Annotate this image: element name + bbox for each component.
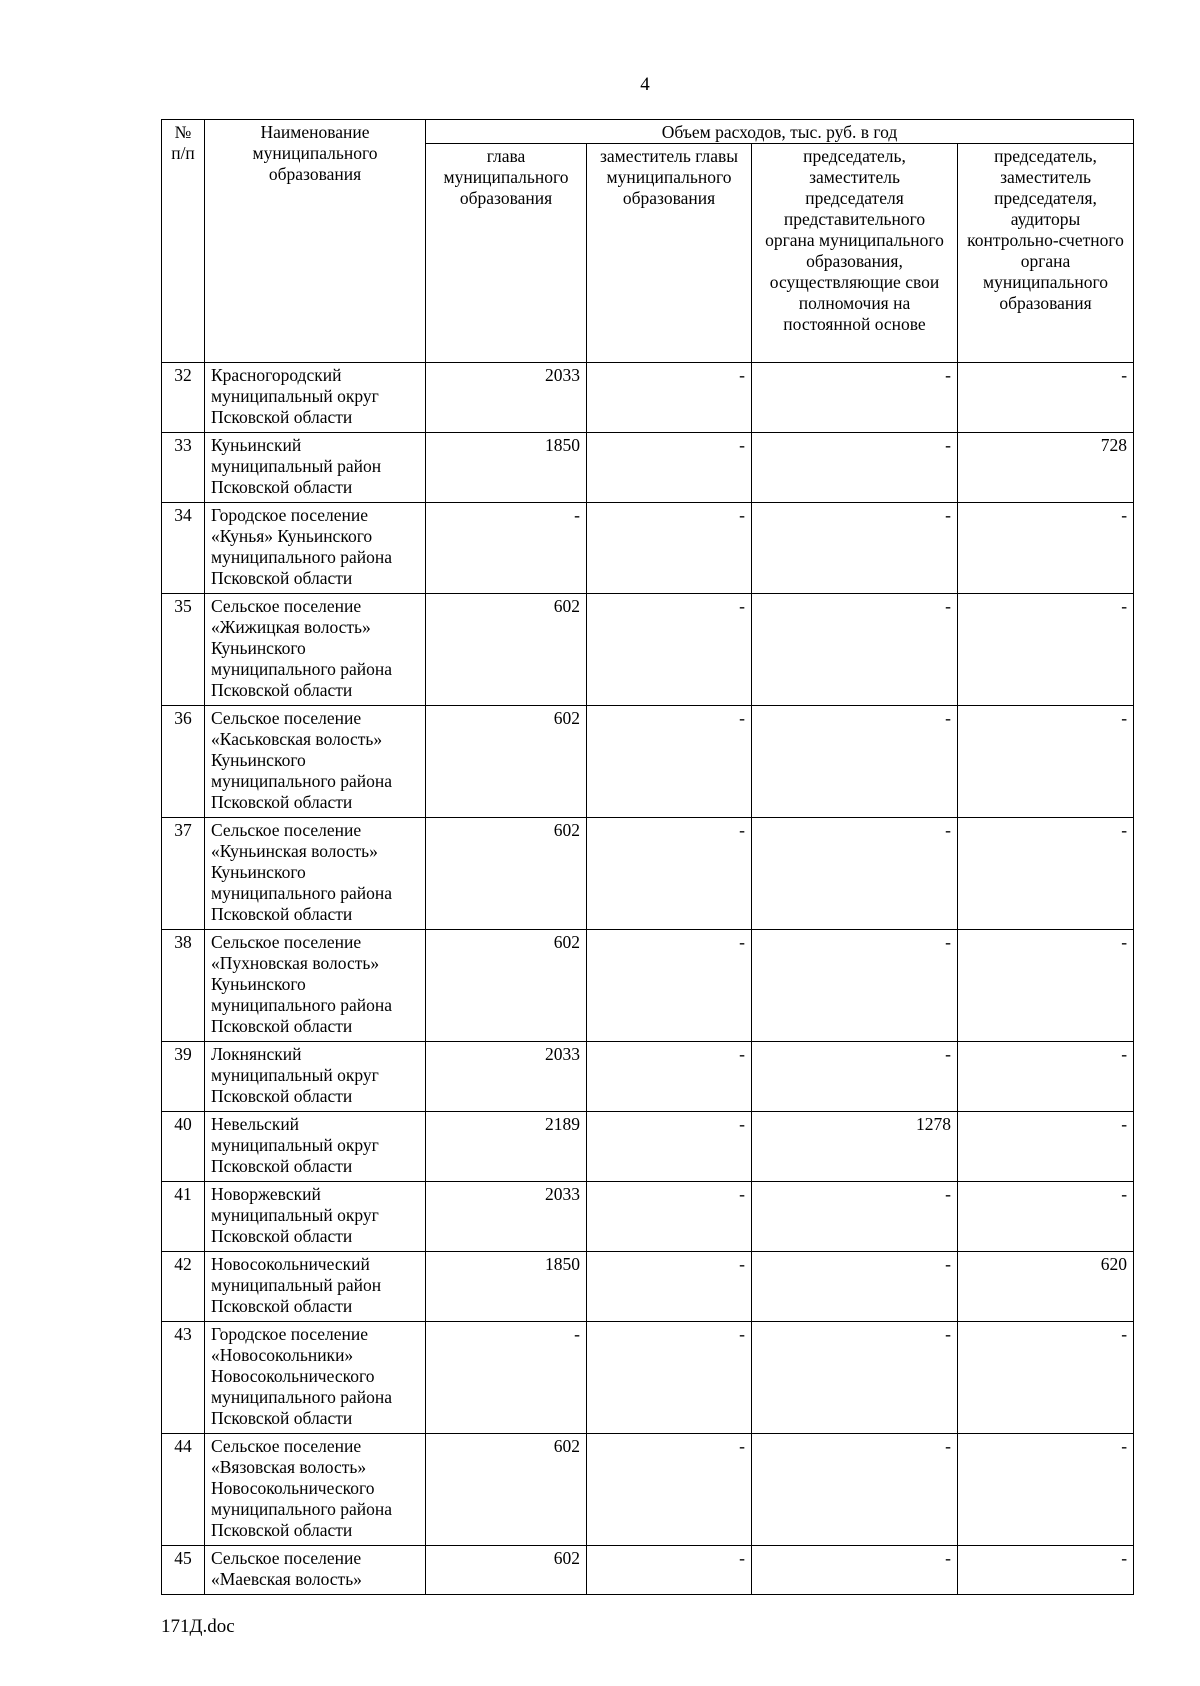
row-number: 37 bbox=[162, 818, 205, 930]
header-col-audit-body: председатель, заместитель председателя, аудиторы контрольно-счетного органа муниципального образования bbox=[958, 144, 1134, 363]
value-deputy-head: - bbox=[587, 1322, 752, 1434]
value-deputy-head: - bbox=[587, 433, 752, 503]
table-row bbox=[162, 433, 1134, 503]
header-col-deputy-head: заместитель главы муниципального образования bbox=[587, 144, 752, 363]
value-rep-body: - bbox=[752, 930, 958, 1042]
row-number: 32 bbox=[162, 363, 205, 433]
value-head: - bbox=[426, 503, 587, 594]
header-row-top bbox=[162, 120, 1134, 144]
header-col-head: глава муниципального образования bbox=[426, 144, 587, 363]
municipality-name: Сельское поселение «Жижицкая волость» Куньинского муниципального района Псковской области bbox=[205, 594, 426, 706]
municipality-name: Новосокольнический муниципальный район Псковской области bbox=[205, 1252, 426, 1322]
row-number: 45 bbox=[162, 1546, 205, 1595]
value-rep-body: - bbox=[752, 1434, 958, 1546]
table-row bbox=[162, 1112, 1134, 1182]
municipality-name: Локнянский муниципальный округ Псковской области bbox=[205, 1042, 426, 1112]
table-body bbox=[162, 363, 1134, 1595]
value-deputy-head: - bbox=[587, 594, 752, 706]
table-row bbox=[162, 818, 1134, 930]
value-audit-body: 620 bbox=[958, 1252, 1134, 1322]
value-deputy-head: - bbox=[587, 1182, 752, 1252]
table-row bbox=[162, 930, 1134, 1042]
row-number: 38 bbox=[162, 930, 205, 1042]
value-audit-body: - bbox=[958, 1182, 1134, 1252]
value-audit-body: - bbox=[958, 363, 1134, 433]
value-rep-body: - bbox=[752, 503, 958, 594]
table-row bbox=[162, 1546, 1134, 1595]
expenses-table bbox=[161, 119, 1134, 1595]
municipality-name: Сельское поселение «Маевская волость» bbox=[205, 1546, 426, 1595]
value-deputy-head: - bbox=[587, 1434, 752, 1546]
value-head: 1850 bbox=[426, 1252, 587, 1322]
header-num: № п/п bbox=[162, 120, 205, 363]
table-row bbox=[162, 503, 1134, 594]
value-audit-body: - bbox=[958, 818, 1134, 930]
value-rep-body: - bbox=[752, 594, 958, 706]
header-name: Наименование муниципального образования bbox=[205, 120, 426, 363]
value-deputy-head: - bbox=[587, 818, 752, 930]
value-deputy-head: - bbox=[587, 1546, 752, 1595]
municipality-name: Сельское поселение «Куньинская волость» Куньинского муниципального района Псковской области bbox=[205, 818, 426, 930]
value-rep-body: - bbox=[752, 1252, 958, 1322]
municipality-name: Новоржевский муниципальный округ Псковской области bbox=[205, 1182, 426, 1252]
municipality-name: Сельское поселение «Каськовская волость» Куньинского муниципального района Псковской области bbox=[205, 706, 426, 818]
value-head: 602 bbox=[426, 930, 587, 1042]
footer-filename: 171Д.doc bbox=[161, 1616, 235, 1637]
row-number: 34 bbox=[162, 503, 205, 594]
table-row bbox=[162, 1182, 1134, 1252]
value-audit-body: - bbox=[958, 594, 1134, 706]
value-rep-body: - bbox=[752, 1182, 958, 1252]
value-audit-body: - bbox=[958, 1322, 1134, 1434]
value-head: - bbox=[426, 1322, 587, 1434]
row-number: 36 bbox=[162, 706, 205, 818]
value-deputy-head: - bbox=[587, 706, 752, 818]
value-head: 602 bbox=[426, 594, 587, 706]
page-number: 4 bbox=[640, 74, 650, 95]
table-row bbox=[162, 1252, 1134, 1322]
value-deputy-head: - bbox=[587, 1252, 752, 1322]
value-audit-body: - bbox=[958, 1112, 1134, 1182]
value-rep-body: 1278 bbox=[752, 1112, 958, 1182]
municipality-name: Невельский муниципальный округ Псковской области bbox=[205, 1112, 426, 1182]
value-rep-body: - bbox=[752, 1546, 958, 1595]
table-row bbox=[162, 594, 1134, 706]
value-deputy-head: - bbox=[587, 1112, 752, 1182]
value-head: 602 bbox=[426, 1546, 587, 1595]
value-audit-body: - bbox=[958, 1042, 1134, 1112]
value-audit-body: 728 bbox=[958, 433, 1134, 503]
value-rep-body: - bbox=[752, 1042, 958, 1112]
row-number: 35 bbox=[162, 594, 205, 706]
table-row bbox=[162, 363, 1134, 433]
value-audit-body: - bbox=[958, 503, 1134, 594]
value-head: 2033 bbox=[426, 1042, 587, 1112]
table-row bbox=[162, 1434, 1134, 1546]
municipality-name: Сельское поселение «Пухновская волость» Куньинского муниципального района Псковской области bbox=[205, 930, 426, 1042]
row-number: 33 bbox=[162, 433, 205, 503]
value-audit-body: - bbox=[958, 930, 1134, 1042]
value-rep-body: - bbox=[752, 1322, 958, 1434]
table-row bbox=[162, 706, 1134, 818]
municipality-name: Городское поселение «Кунья» Куньинского муниципального района Псковской области bbox=[205, 503, 426, 594]
value-head: 2033 bbox=[426, 1182, 587, 1252]
value-head: 602 bbox=[426, 1434, 587, 1546]
municipality-name: Городское поселение «Новосокольники» Новосокольнического муниципального района Псковской области bbox=[205, 1322, 426, 1434]
value-rep-body: - bbox=[752, 363, 958, 433]
value-rep-body: - bbox=[752, 433, 958, 503]
row-number: 39 bbox=[162, 1042, 205, 1112]
value-deputy-head: - bbox=[587, 1042, 752, 1112]
table-row bbox=[162, 1042, 1134, 1112]
value-audit-body: - bbox=[958, 1434, 1134, 1546]
table-row bbox=[162, 1322, 1134, 1434]
municipality-name: Красногородский муниципальный округ Псковской области bbox=[205, 363, 426, 433]
value-head: 602 bbox=[426, 818, 587, 930]
table-header bbox=[162, 120, 1134, 363]
value-deputy-head: - bbox=[587, 363, 752, 433]
row-number: 43 bbox=[162, 1322, 205, 1434]
value-deputy-head: - bbox=[587, 503, 752, 594]
value-head: 1850 bbox=[426, 433, 587, 503]
row-number: 40 bbox=[162, 1112, 205, 1182]
header-expenses-group: Объем расходов, тыс. руб. в год bbox=[426, 120, 1134, 144]
value-head: 602 bbox=[426, 706, 587, 818]
value-deputy-head: - bbox=[587, 930, 752, 1042]
row-number: 42 bbox=[162, 1252, 205, 1322]
value-head: 2189 bbox=[426, 1112, 587, 1182]
value-audit-body: - bbox=[958, 1546, 1134, 1595]
row-number: 41 bbox=[162, 1182, 205, 1252]
value-rep-body: - bbox=[752, 706, 958, 818]
header-col-rep-body: председатель, заместитель председателя представительного органа муниципального образования, осуществляющие свои полномочия на постоянной основе bbox=[752, 144, 958, 363]
value-head: 2033 bbox=[426, 363, 587, 433]
row-number: 44 bbox=[162, 1434, 205, 1546]
value-audit-body: - bbox=[958, 706, 1134, 818]
municipality-name: Куньинский муниципальный район Псковской области bbox=[205, 433, 426, 503]
value-rep-body: - bbox=[752, 818, 958, 930]
municipality-name: Сельское поселение «Вязовская волость» Новосокольнического муниципального района Псковской области bbox=[205, 1434, 426, 1546]
